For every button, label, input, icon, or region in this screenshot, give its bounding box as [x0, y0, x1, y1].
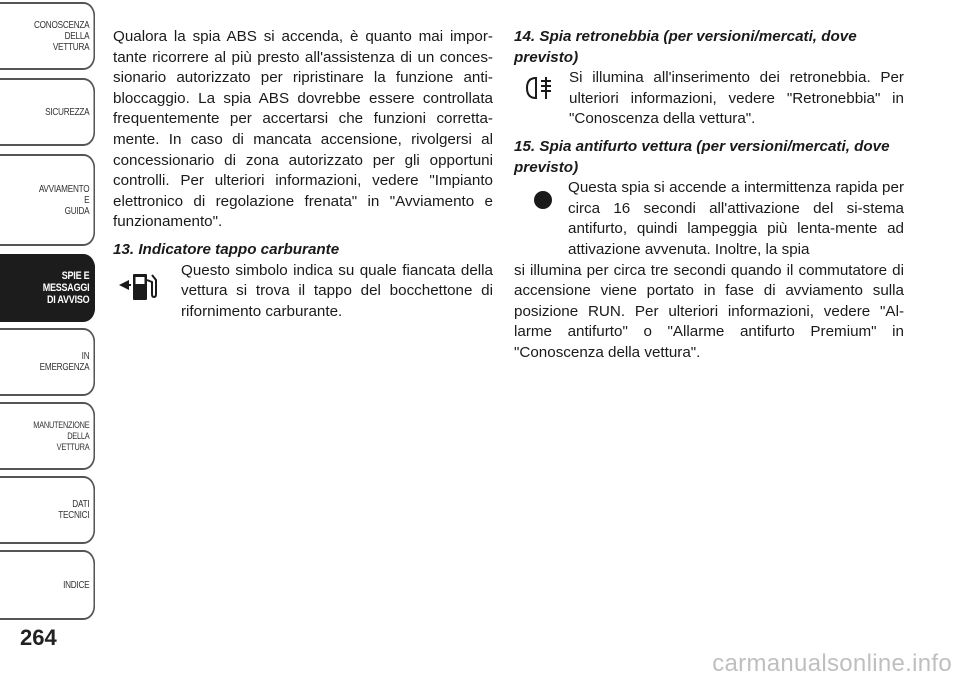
- item-15-text-full: si illumina per circa tre secondi quando il commutatore di accensione viene portato in fase di avviamento sulla posizione RUN. Per ulteriori informazioni, vedere "Al-larme antifurto" o "Allarme antifurto Premium" in "Conoscenza della vettura".: [514, 261, 904, 361]
- item-15-continuation: [514, 261, 904, 364]
- item-14-rear-fog: [514, 27, 904, 130]
- tab-label-line: E: [84, 194, 90, 206]
- tab-label-line: INDICE: [63, 579, 90, 591]
- item-13-text: Questo simbolo indica su quale fiancata della vettura si trova il tappo del bocchettone di rifornimento carburante.: [181, 261, 493, 320]
- tab-label-line: CONOSCENZA: [33, 19, 90, 31]
- tab-label-line: DELLA: [64, 30, 90, 42]
- tab-label-line: DELLA: [67, 430, 90, 441]
- tab-avviamento-e-guida[interactable]: [0, 154, 95, 246]
- tab-label-line: SPIE E: [61, 270, 90, 282]
- security-light-icon: [530, 187, 556, 213]
- tab-manutenzione-della-vettura[interactable]: [0, 402, 95, 470]
- tab-label-line: VETTURA: [56, 441, 90, 452]
- tab-label-line: MANUTENZIONE: [33, 419, 90, 430]
- tab-conoscenza-della-vettura[interactable]: [0, 2, 95, 70]
- tab-label-line: GUIDA: [64, 205, 90, 217]
- item-14-text: Si illumina all'inserimento dei retronebbia. Per ulteriori informazioni, vedere "Retronebbia" in "Conoscenza della vettura".: [569, 69, 904, 128]
- tab-label-line: EMERGENZA: [39, 362, 90, 373]
- tab-sicurezza[interactable]: [0, 78, 95, 146]
- rear-fog-light-icon: [522, 73, 556, 103]
- item-14-heading: 14. Spia retronebbia (per versioni/mercati, dove previsto): [514, 28, 857, 66]
- tab-label-line: DATI: [72, 499, 90, 510]
- tab-label-line: IN: [81, 351, 90, 362]
- item-15-heading: 15. Spia antifurto vettura (per versioni/mercati, dove previsto): [514, 137, 890, 176]
- fuel-pump-icon: [117, 266, 161, 306]
- tab-label-line: AVVIAMENTO: [38, 183, 90, 195]
- item-15-security: [514, 137, 904, 261]
- tab-indice[interactable]: [0, 550, 95, 620]
- left-column: [113, 27, 493, 322]
- tab-label-line: DI AVVISO: [46, 294, 90, 306]
- tab-label-line: SICUREZZA: [45, 106, 90, 118]
- item-13-fuel-indicator: [113, 240, 493, 322]
- tab-label-line: VETTURA: [52, 41, 90, 53]
- tab-spie-e-messaggi-di-avviso[interactable]: [0, 254, 95, 322]
- item-15-text-indented: Questa spia si accende a intermittenza rapida per circa 16 secondi all'attivazione del si-stema antifurto, quindi lampeggia più lenta-mente ad attivazione avvenuta. Inoltre, la spia: [568, 179, 904, 258]
- watermark: carmanualsonline.info: [712, 650, 952, 677]
- right-column: [514, 27, 904, 261]
- chapter-sidebar: [0, 0, 97, 630]
- abs-paragraph: Qualora la spia ABS si accenda, è quanto mai impor-tante ricorrere al più presto all'assistenza di un conces-sionario autorizzato per ripristinare la funzione anti-bloccaggio. La spia ABS dovrebbe essere controllata frequentemente per accertarsi che funzioni corretta-mente. In caso di mancata accensione, rivolgersi al concessionario di zona autorizzato per gli opportuni controlli. Per ulteriori informazioni, vedere "Impianto elettronico di regolazione frenata" in "Avviamento e funzionamento".: [113, 28, 493, 231]
- tab-dati-tecnici[interactable]: [0, 476, 95, 544]
- page-number: 264: [20, 625, 57, 650]
- item-13-heading: 13. Indicatore tappo carburante: [113, 240, 340, 258]
- tab-label-line: MESSAGGI: [42, 282, 90, 294]
- tab-in-emergenza[interactable]: [0, 328, 95, 396]
- tab-label-line: TECNICI: [58, 510, 90, 521]
